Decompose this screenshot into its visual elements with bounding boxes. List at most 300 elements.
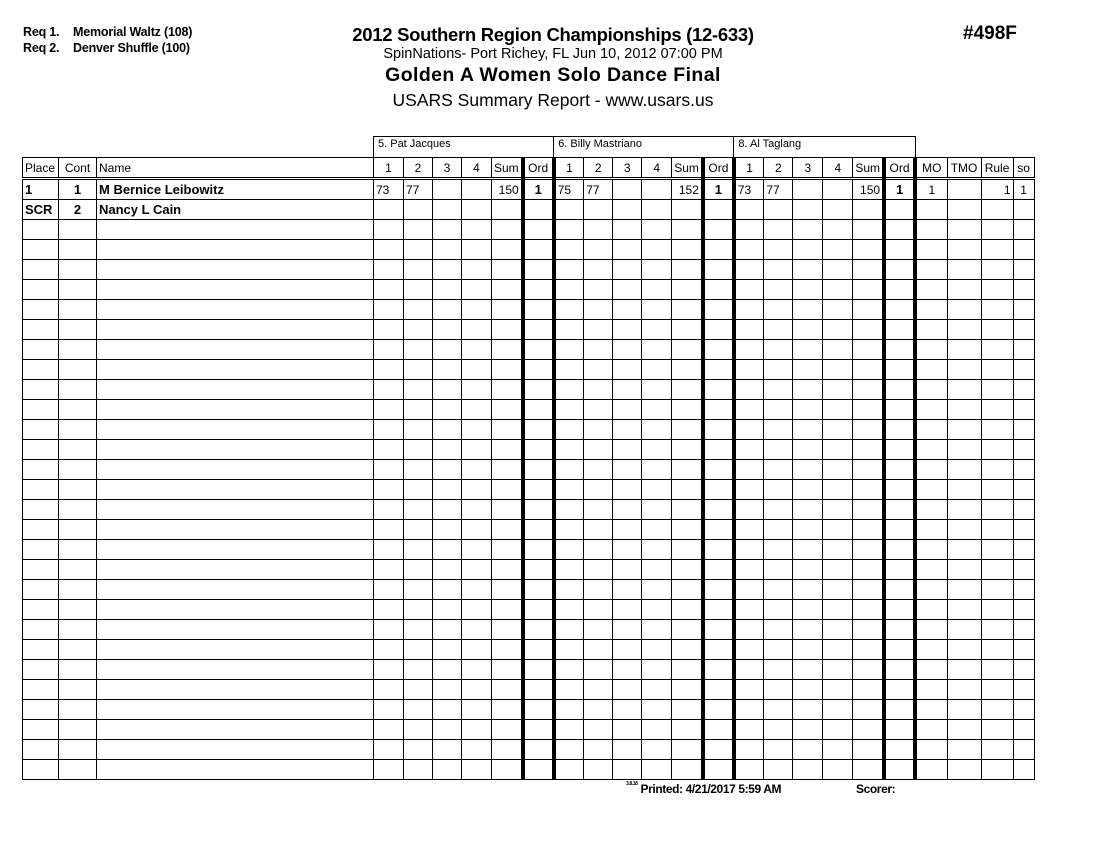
sum-cell — [672, 600, 703, 620]
ord-cell — [523, 460, 554, 480]
cont-cell — [59, 460, 97, 480]
ord-cell — [703, 600, 734, 620]
score-4-cell — [462, 480, 492, 500]
judge-3-header: 8. Al Taglang — [734, 137, 915, 158]
ord-cell — [523, 540, 554, 560]
score-2-cell — [584, 200, 613, 220]
score-1-cell — [374, 500, 404, 520]
sum-cell — [492, 380, 523, 400]
place-cell — [23, 420, 59, 440]
cont-cell — [59, 680, 97, 700]
requirement-dance: Memorial Waltz (108) — [73, 25, 193, 39]
sum-cell — [492, 600, 523, 620]
name-cell — [97, 700, 374, 720]
ord-cell — [523, 740, 554, 760]
sum-cell — [492, 240, 523, 260]
sum-cell — [853, 360, 884, 380]
col-header-score-3: 3 — [793, 158, 823, 179]
score-2-cell — [584, 320, 613, 340]
score-2-cell — [584, 640, 613, 660]
table-row — [23, 660, 1035, 680]
score-4-cell — [642, 200, 672, 220]
score-1-cell — [734, 360, 764, 380]
score-1-cell — [554, 760, 584, 780]
sum-cell — [853, 440, 884, 460]
score-1-cell — [554, 720, 584, 740]
score-4-cell — [823, 740, 853, 760]
tmo-cell — [947, 680, 981, 700]
score-1-cell: 75 — [554, 179, 584, 200]
score-2-cell — [764, 740, 793, 760]
tmo-cell — [947, 740, 981, 760]
score-4-cell — [642, 500, 672, 520]
score-4-cell — [642, 440, 672, 460]
place-cell — [23, 220, 59, 240]
score-1-cell — [554, 520, 584, 540]
tmo-cell — [947, 620, 981, 640]
score-1-cell — [734, 580, 764, 600]
cont-cell — [59, 300, 97, 320]
ord-cell: 1 — [523, 179, 554, 200]
tmo-cell — [947, 200, 981, 220]
score-2-cell — [584, 440, 613, 460]
name-cell — [97, 480, 374, 500]
score-4-cell — [462, 260, 492, 280]
score-4-cell — [823, 540, 853, 560]
score-2-cell — [764, 520, 793, 540]
score-4-cell — [642, 620, 672, 640]
score-1-cell — [734, 600, 764, 620]
score-2-cell — [584, 260, 613, 280]
sum-cell — [492, 640, 523, 660]
sum-cell — [492, 300, 523, 320]
blank-cell — [915, 137, 1034, 158]
score-1-cell — [374, 540, 404, 560]
so-cell — [1013, 560, 1034, 580]
so-cell — [1013, 360, 1034, 380]
score-3-cell — [613, 220, 642, 240]
score-4-cell — [642, 400, 672, 420]
score-2-cell — [404, 600, 433, 620]
ord-cell — [703, 420, 734, 440]
sum-cell — [672, 520, 703, 540]
score-2-cell — [584, 740, 613, 760]
event-title: Golden A Women Solo Dance Final — [385, 64, 721, 86]
score-2-cell — [584, 700, 613, 720]
ord-cell — [703, 740, 734, 760]
competition-title: 2012 Southern Region Championships (12-633) — [352, 24, 754, 45]
sum-cell — [853, 620, 884, 640]
score-3-cell — [613, 480, 642, 500]
col-header-score-4: 4 — [462, 158, 492, 179]
name-cell — [97, 420, 374, 440]
score-3-cell — [433, 620, 462, 640]
mo-cell — [915, 600, 947, 620]
score-3-cell — [433, 540, 462, 560]
tmo-cell — [947, 480, 981, 500]
tmo-cell — [947, 640, 981, 660]
score-3-cell — [433, 300, 462, 320]
tmo-cell — [947, 460, 981, 480]
tmo-cell — [947, 260, 981, 280]
sum-cell — [672, 240, 703, 260]
place-cell — [23, 640, 59, 660]
score-1-cell — [374, 360, 404, 380]
ord-cell — [884, 400, 915, 420]
ord-cell — [884, 620, 915, 640]
score-4-cell — [642, 280, 672, 300]
mo-cell — [915, 540, 947, 560]
score-4-cell — [823, 300, 853, 320]
sum-cell — [672, 660, 703, 680]
rule-cell — [981, 420, 1013, 440]
ord-cell — [703, 260, 734, 280]
score-2-cell — [764, 220, 793, 240]
col-header-name: Name — [97, 158, 374, 179]
score-3-cell — [613, 620, 642, 640]
score-1-cell — [374, 680, 404, 700]
score-3-cell — [433, 640, 462, 660]
score-1-cell — [374, 520, 404, 540]
ord-cell — [703, 640, 734, 660]
mo-cell — [915, 660, 947, 680]
so-cell: 1 — [1013, 179, 1034, 200]
score-2-cell — [764, 300, 793, 320]
score-3-cell — [793, 580, 823, 600]
name-cell — [97, 360, 374, 380]
so-cell — [1013, 760, 1034, 780]
score-4-cell — [462, 220, 492, 240]
place-cell — [23, 720, 59, 740]
rule-cell — [981, 340, 1013, 360]
score-4-cell — [823, 680, 853, 700]
ord-cell — [523, 760, 554, 780]
col-header-place: Place — [23, 158, 59, 179]
so-cell — [1013, 240, 1034, 260]
score-1-cell — [734, 720, 764, 740]
sum-cell — [853, 720, 884, 740]
score-3-cell — [433, 440, 462, 460]
table-row — [23, 300, 1035, 320]
ord-cell — [884, 760, 915, 780]
score-2-cell — [764, 320, 793, 340]
score-2-cell — [404, 460, 433, 480]
ord-cell — [703, 240, 734, 260]
tmo-cell — [947, 320, 981, 340]
score-4-cell — [823, 260, 853, 280]
ord-cell — [884, 680, 915, 700]
ord-cell — [523, 280, 554, 300]
score-3-cell — [793, 260, 823, 280]
ord-cell — [523, 600, 554, 620]
sum-cell — [853, 480, 884, 500]
ord-cell — [523, 440, 554, 460]
col-header-score-3: 3 — [433, 158, 462, 179]
score-4-cell — [642, 300, 672, 320]
score-4-cell — [642, 700, 672, 720]
ord-cell — [523, 360, 554, 380]
sum-cell — [853, 740, 884, 760]
table-row — [23, 560, 1035, 580]
judge-2-header: 6. Billy Mastriano — [554, 137, 734, 158]
score-4-cell — [462, 620, 492, 640]
ord-cell — [523, 660, 554, 680]
score-3-cell — [793, 620, 823, 640]
score-3-cell — [793, 420, 823, 440]
score-4-cell — [823, 440, 853, 460]
score-1-cell — [374, 300, 404, 320]
score-4-cell — [462, 740, 492, 760]
ord-cell — [884, 260, 915, 280]
score-2-cell — [404, 200, 433, 220]
score-2-cell — [764, 240, 793, 260]
score-3-cell — [613, 240, 642, 260]
score-2-cell — [404, 560, 433, 580]
score-1-cell — [734, 640, 764, 660]
tmo-cell — [947, 720, 981, 740]
score-4-cell — [642, 520, 672, 540]
cont-cell: 2 — [59, 200, 97, 220]
score-3-cell — [433, 680, 462, 700]
sum-cell — [672, 280, 703, 300]
score-3-cell — [613, 179, 642, 200]
so-cell — [1013, 420, 1034, 440]
ord-cell — [703, 200, 734, 220]
score-3-cell — [433, 740, 462, 760]
score-1-cell — [374, 400, 404, 420]
score-1-cell — [554, 680, 584, 700]
score-4-cell — [642, 240, 672, 260]
score-2-cell — [764, 700, 793, 720]
version-label: 3.8.18 — [626, 781, 638, 787]
tmo-cell — [947, 179, 981, 200]
rule-cell — [981, 320, 1013, 340]
score-1-cell — [374, 580, 404, 600]
score-4-cell — [462, 380, 492, 400]
score-1-cell — [374, 760, 404, 780]
so-cell — [1013, 280, 1034, 300]
ord-cell — [884, 200, 915, 220]
score-1-cell — [554, 700, 584, 720]
score-2-cell — [404, 240, 433, 260]
score-1-cell — [374, 460, 404, 480]
rule-cell — [981, 440, 1013, 460]
cont-cell — [59, 420, 97, 440]
table-row — [23, 179, 1035, 200]
name-cell — [97, 320, 374, 340]
score-2-cell — [764, 420, 793, 440]
score-2-cell — [584, 500, 613, 520]
sum-cell — [853, 280, 884, 300]
ord-cell — [703, 340, 734, 360]
ord-cell — [523, 560, 554, 580]
ord-cell — [703, 300, 734, 320]
table-row — [23, 700, 1035, 720]
col-header-score-2: 2 — [764, 158, 793, 179]
ord-cell — [703, 720, 734, 740]
col-header-score-2: 2 — [404, 158, 433, 179]
ord-cell — [523, 380, 554, 400]
table-row — [23, 320, 1035, 340]
ord-cell — [523, 620, 554, 640]
mo-cell — [915, 700, 947, 720]
sum-cell — [853, 560, 884, 580]
name-cell — [97, 440, 374, 460]
score-1-cell — [374, 440, 404, 460]
cont-cell — [59, 520, 97, 540]
mo-cell — [915, 360, 947, 380]
name-cell — [97, 760, 374, 780]
sum-cell — [853, 660, 884, 680]
score-3-cell — [793, 640, 823, 660]
score-4-cell — [823, 580, 853, 600]
score-1-cell — [374, 200, 404, 220]
score-2-cell — [764, 380, 793, 400]
col-header-score-3: 3 — [613, 158, 642, 179]
score-4-cell — [823, 500, 853, 520]
score-3-cell — [433, 520, 462, 540]
cont-cell — [59, 700, 97, 720]
table-row — [23, 760, 1035, 780]
score-3-cell — [613, 400, 642, 420]
sum-cell — [672, 620, 703, 640]
score-2-cell — [584, 240, 613, 260]
ord-cell: 1 — [884, 179, 915, 200]
score-2-cell — [404, 660, 433, 680]
score-2-cell — [584, 560, 613, 580]
mo-cell — [915, 580, 947, 600]
score-3-cell — [433, 220, 462, 240]
so-cell — [1013, 200, 1034, 220]
mo-cell — [915, 300, 947, 320]
place-cell — [23, 280, 59, 300]
score-4-cell — [462, 500, 492, 520]
rule-cell — [981, 200, 1013, 220]
ord-cell — [523, 480, 554, 500]
score-4-cell — [823, 380, 853, 400]
so-cell — [1013, 600, 1034, 620]
mo-cell — [915, 440, 947, 460]
score-2-cell — [404, 440, 433, 460]
place-cell — [23, 240, 59, 260]
ord-cell — [523, 580, 554, 600]
score-4-cell — [642, 540, 672, 560]
cont-cell — [59, 480, 97, 500]
name-cell — [97, 240, 374, 260]
score-2-cell — [404, 220, 433, 240]
score-4-cell — [462, 660, 492, 680]
place-cell — [23, 380, 59, 400]
score-3-cell — [613, 740, 642, 760]
col-header-rule: Rule — [981, 158, 1013, 179]
col-header-sum: Sum — [492, 158, 523, 179]
mo-cell — [915, 320, 947, 340]
rule-cell — [981, 460, 1013, 480]
ord-cell — [703, 580, 734, 600]
score-1-cell — [374, 720, 404, 740]
col-header-sum: Sum — [853, 158, 884, 179]
ord-cell — [884, 240, 915, 260]
ord-cell — [884, 600, 915, 620]
so-cell — [1013, 340, 1034, 360]
score-4-cell — [823, 340, 853, 360]
score-4-cell — [823, 420, 853, 440]
table-row — [23, 600, 1035, 620]
sum-cell — [672, 540, 703, 560]
report-title: USARS Summary Report - www.usars.us — [392, 90, 714, 110]
place-cell — [23, 360, 59, 380]
score-3-cell — [793, 480, 823, 500]
mo-cell — [915, 740, 947, 760]
score-3-cell — [433, 720, 462, 740]
ord-cell — [884, 580, 915, 600]
score-4-cell — [462, 600, 492, 620]
tmo-cell — [947, 420, 981, 440]
score-2-cell — [764, 580, 793, 600]
score-3-cell — [793, 680, 823, 700]
mo-cell — [915, 400, 947, 420]
name-cell — [97, 500, 374, 520]
table-row — [23, 540, 1035, 560]
tmo-cell — [947, 240, 981, 260]
score-4-cell — [642, 420, 672, 440]
cont-cell — [59, 260, 97, 280]
table-row — [23, 240, 1035, 260]
cont-cell — [59, 440, 97, 460]
score-4-cell — [823, 480, 853, 500]
score-4-cell — [642, 600, 672, 620]
ord-cell — [884, 660, 915, 680]
place-cell — [23, 260, 59, 280]
sum-cell — [853, 520, 884, 540]
score-1-cell — [734, 500, 764, 520]
score-4-cell — [823, 640, 853, 660]
rule-cell — [981, 480, 1013, 500]
score-1-cell — [554, 340, 584, 360]
name-cell — [97, 640, 374, 660]
cont-cell — [59, 600, 97, 620]
score-4-cell — [642, 179, 672, 200]
score-4-cell — [642, 220, 672, 240]
score-1-cell — [554, 740, 584, 760]
score-3-cell — [433, 600, 462, 620]
score-1-cell — [734, 620, 764, 640]
sum-cell — [672, 500, 703, 520]
sum-cell — [492, 500, 523, 520]
score-1-cell — [554, 440, 584, 460]
cont-cell — [59, 500, 97, 520]
score-2-cell — [584, 760, 613, 780]
ord-cell — [523, 640, 554, 660]
name-cell — [97, 220, 374, 240]
so-cell — [1013, 660, 1034, 680]
ord-cell — [703, 280, 734, 300]
score-1-cell — [554, 220, 584, 240]
sum-cell — [853, 260, 884, 280]
tmo-cell — [947, 540, 981, 560]
so-cell — [1013, 400, 1034, 420]
cont-cell — [59, 740, 97, 760]
sum-cell — [672, 400, 703, 420]
rule-cell — [981, 500, 1013, 520]
score-1-cell — [734, 300, 764, 320]
mo-cell — [915, 680, 947, 700]
score-3-cell — [433, 760, 462, 780]
mo-cell — [915, 520, 947, 540]
place-cell — [23, 660, 59, 680]
ord-cell: 1 — [703, 179, 734, 200]
sum-cell — [853, 200, 884, 220]
